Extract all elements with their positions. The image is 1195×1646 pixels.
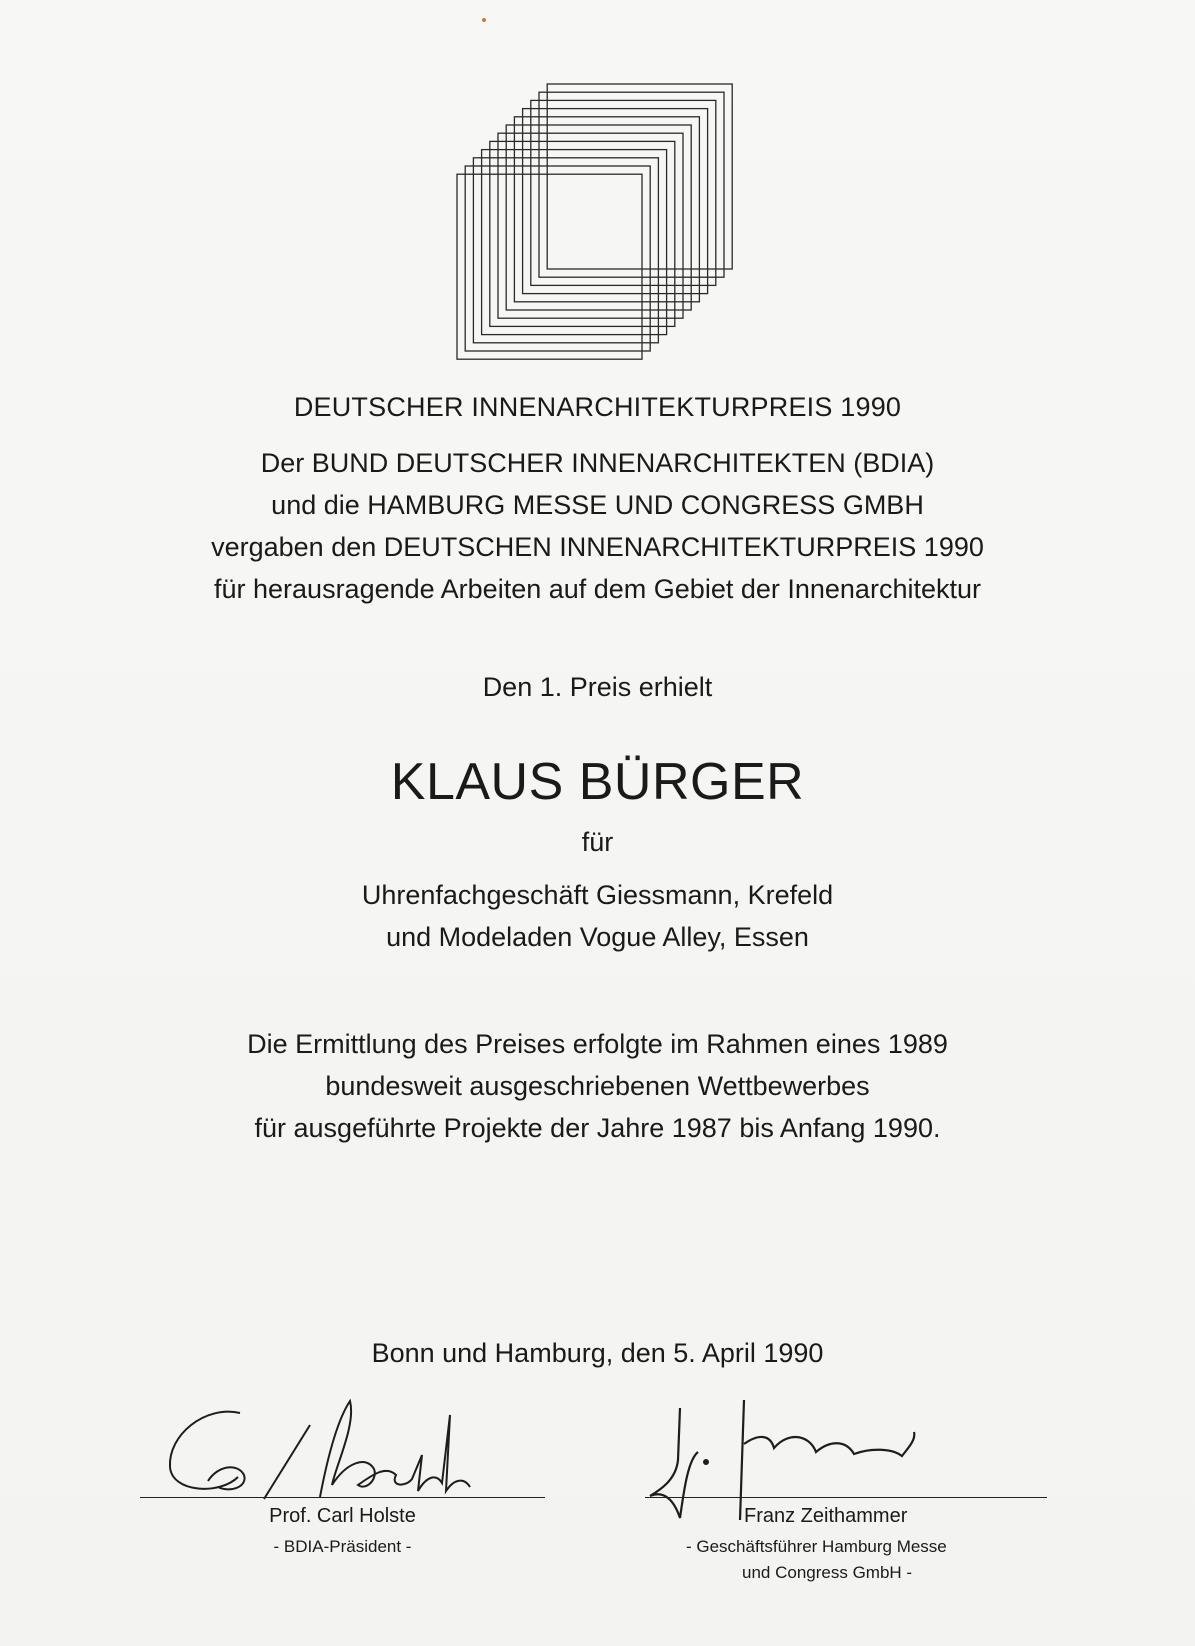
project-line: und Modeladen Vogue Alley, Essen [386,922,809,952]
logo-square [539,92,724,277]
intro-line: und die HAMBURG MESSE UND CONGRESS GMBH [271,490,924,520]
logo-square [506,125,691,310]
signature-holste [160,1395,500,1505]
headline: DEUTSCHER INNENARCHITEKTURPREIS 1990 [293,392,902,422]
for-label: für [581,827,614,857]
signer-role: - Geschäftsführer Hamburg Messe [686,1537,947,1556]
logo-square [547,84,732,269]
project-line: Uhrenfachgeschäft Giessmann, Krefeld [361,880,834,910]
intro-line: Der BUND DEUTSCHER INNENARCHITEKTEN (BDIA) [260,448,935,478]
logo-square [457,174,642,359]
signature-line [645,1497,1047,1498]
stacked-squares-logo-icon [455,82,735,362]
signature-line [140,1497,545,1498]
intro-line: für herausragende Arbeiten auf dem Gebiet der Innenarchitektur [214,574,981,604]
signature-zeithammer [640,1400,960,1520]
prize-line: Den 1. Preis erhielt [482,672,713,702]
place-date: Bonn und Hamburg, den 5. April 1990 [371,1338,824,1368]
competition-line: für ausgeführte Projekte der Jahre 1987 bis Anfang 1990. [254,1113,941,1143]
logo-square [514,117,699,302]
signer-role: - BDIA-Präsident - [273,1537,412,1556]
logo-square [490,141,675,326]
logo-square [531,100,716,285]
signer-role: und Congress GmbH - [742,1563,913,1582]
paper-speck [482,18,486,22]
logo-square [523,109,708,294]
signer-name: Franz Zeithammer [744,1505,908,1527]
logo-square [465,166,650,351]
competition-line: bundesweit ausgeschriebenen Wettbewerbes [325,1071,870,1101]
intro-line: vergaben den DEUTSCHEN INNENARCHITEKTURPREIS 1990 [211,532,984,562]
recipient-name: KLAUS BÜRGER [390,753,805,811]
logo-square [482,150,667,335]
logo-square [498,133,683,318]
competition-line: Die Ermittlung des Preises erfolgte im Rahmen eines 1989 [247,1029,948,1059]
logo-square [473,158,658,343]
signer-name: Prof. Carl Holste [269,1505,416,1527]
